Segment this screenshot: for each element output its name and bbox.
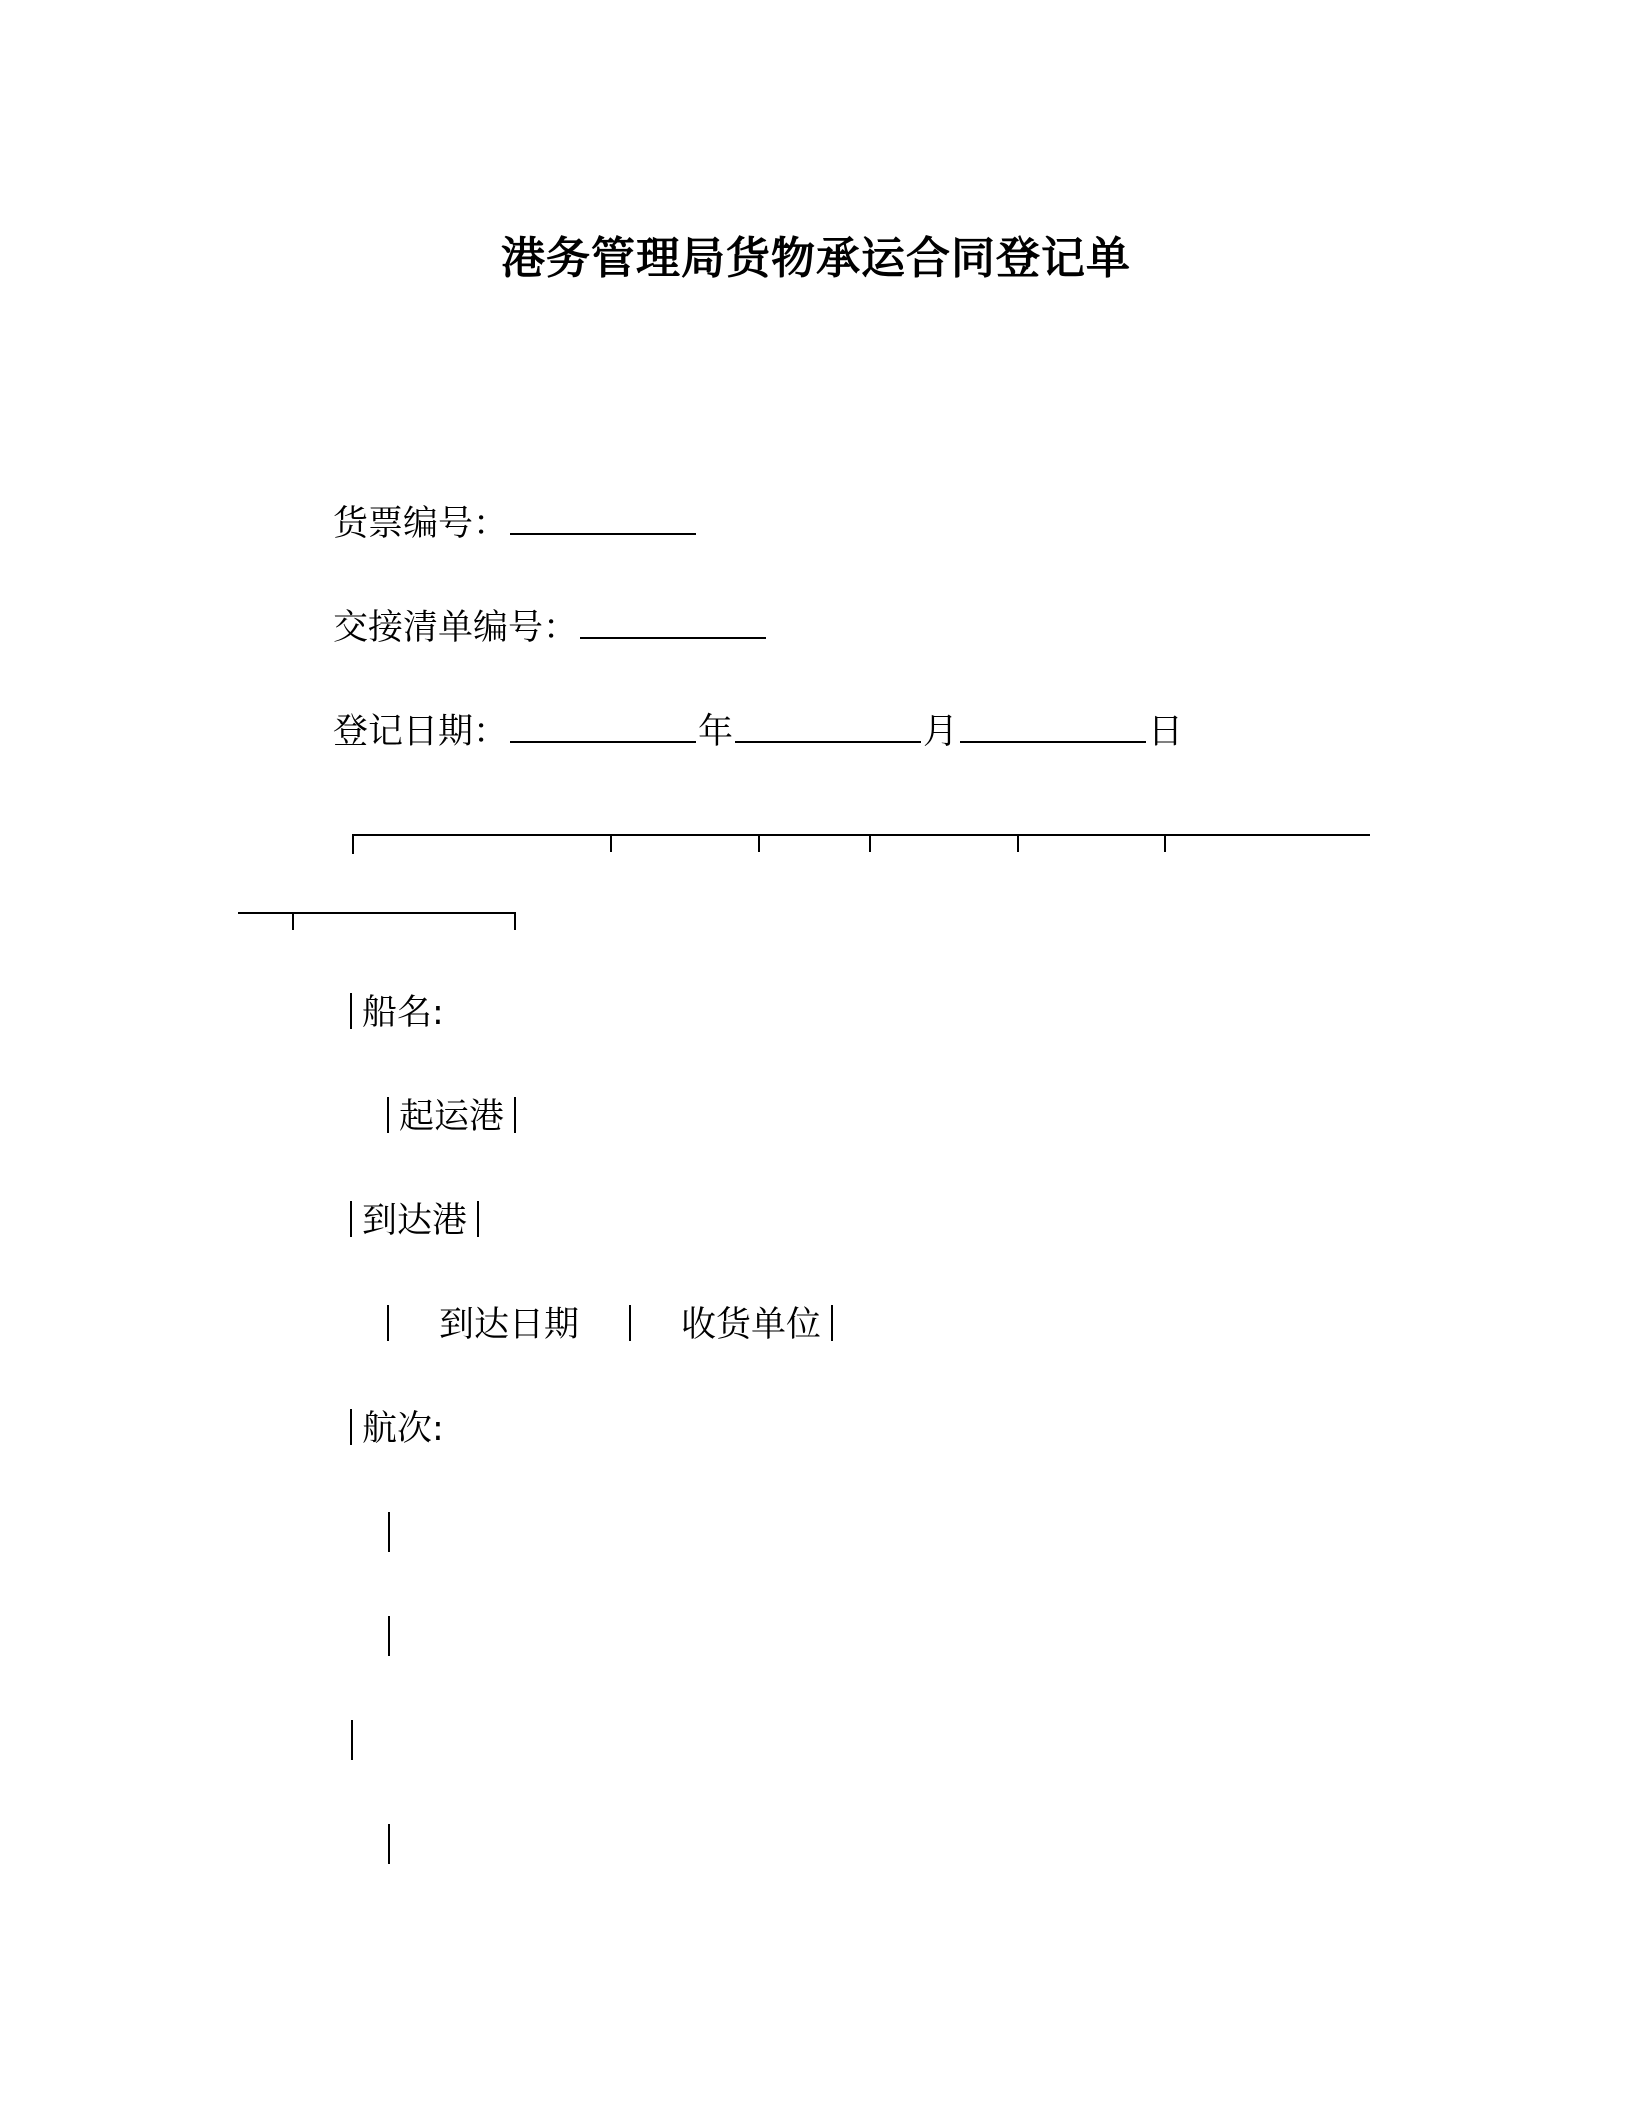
register-month-blank[interactable]	[735, 711, 921, 743]
table-top-tick	[1164, 834, 1166, 852]
register-date-field	[333, 704, 1183, 754]
cell-border	[387, 1305, 389, 1341]
invoice-number-label: 货票编号：	[333, 504, 509, 544]
register-year-blank[interactable]	[510, 711, 696, 743]
table-top-tick	[758, 834, 760, 852]
invoice-number-field	[333, 496, 698, 546]
cell-border	[388, 1616, 390, 1656]
cell-border	[350, 1201, 352, 1237]
ship-name-row	[340, 985, 444, 1035]
departure-port-row	[377, 1089, 526, 1139]
handover-list-number-field	[333, 600, 768, 650]
cell-border	[350, 1409, 352, 1445]
arrival-port-row	[340, 1193, 489, 1243]
invoice-number-blank[interactable]	[510, 503, 696, 535]
ship-name-label: 船名:	[362, 993, 444, 1033]
cell-border	[351, 1720, 353, 1760]
cell-border	[387, 1097, 389, 1133]
table-top-border	[352, 834, 1370, 836]
table-second-tick	[514, 912, 516, 930]
cell-border	[388, 1512, 390, 1552]
voyage-row	[340, 1401, 444, 1451]
register-date-label: 登记日期：	[333, 712, 509, 752]
arrival-date-consignee-row	[377, 1297, 843, 1347]
table-top-tick	[610, 834, 612, 852]
cell-border	[629, 1305, 631, 1341]
handover-list-number-blank[interactable]	[580, 607, 766, 639]
arrival-date-label: 到达日期	[439, 1305, 580, 1345]
table-second-tick	[292, 912, 294, 930]
consignee-label: 收货单位	[681, 1305, 822, 1345]
register-day-blank[interactable]	[960, 711, 1146, 743]
page-title: 港务管理局货物承运合同登记单	[501, 233, 1131, 284]
month-label: 月	[923, 712, 959, 752]
table-top-tick	[869, 834, 871, 852]
arrival-port-label: 到达港	[362, 1201, 468, 1241]
cell-border	[831, 1305, 833, 1341]
year-label: 年	[698, 712, 734, 752]
handover-list-number-label: 交接清单编号：	[333, 608, 579, 648]
day-label: 日	[1148, 712, 1184, 752]
departure-port-label: 起运港	[399, 1097, 505, 1137]
cell-border	[514, 1097, 516, 1133]
table-second-border	[238, 912, 516, 914]
table-top-tick	[1017, 834, 1019, 852]
cell-border	[477, 1201, 479, 1237]
table-top-tick	[352, 834, 354, 854]
cell-border	[350, 993, 352, 1029]
voyage-label: 航次:	[362, 1409, 444, 1449]
cell-border	[388, 1824, 390, 1864]
